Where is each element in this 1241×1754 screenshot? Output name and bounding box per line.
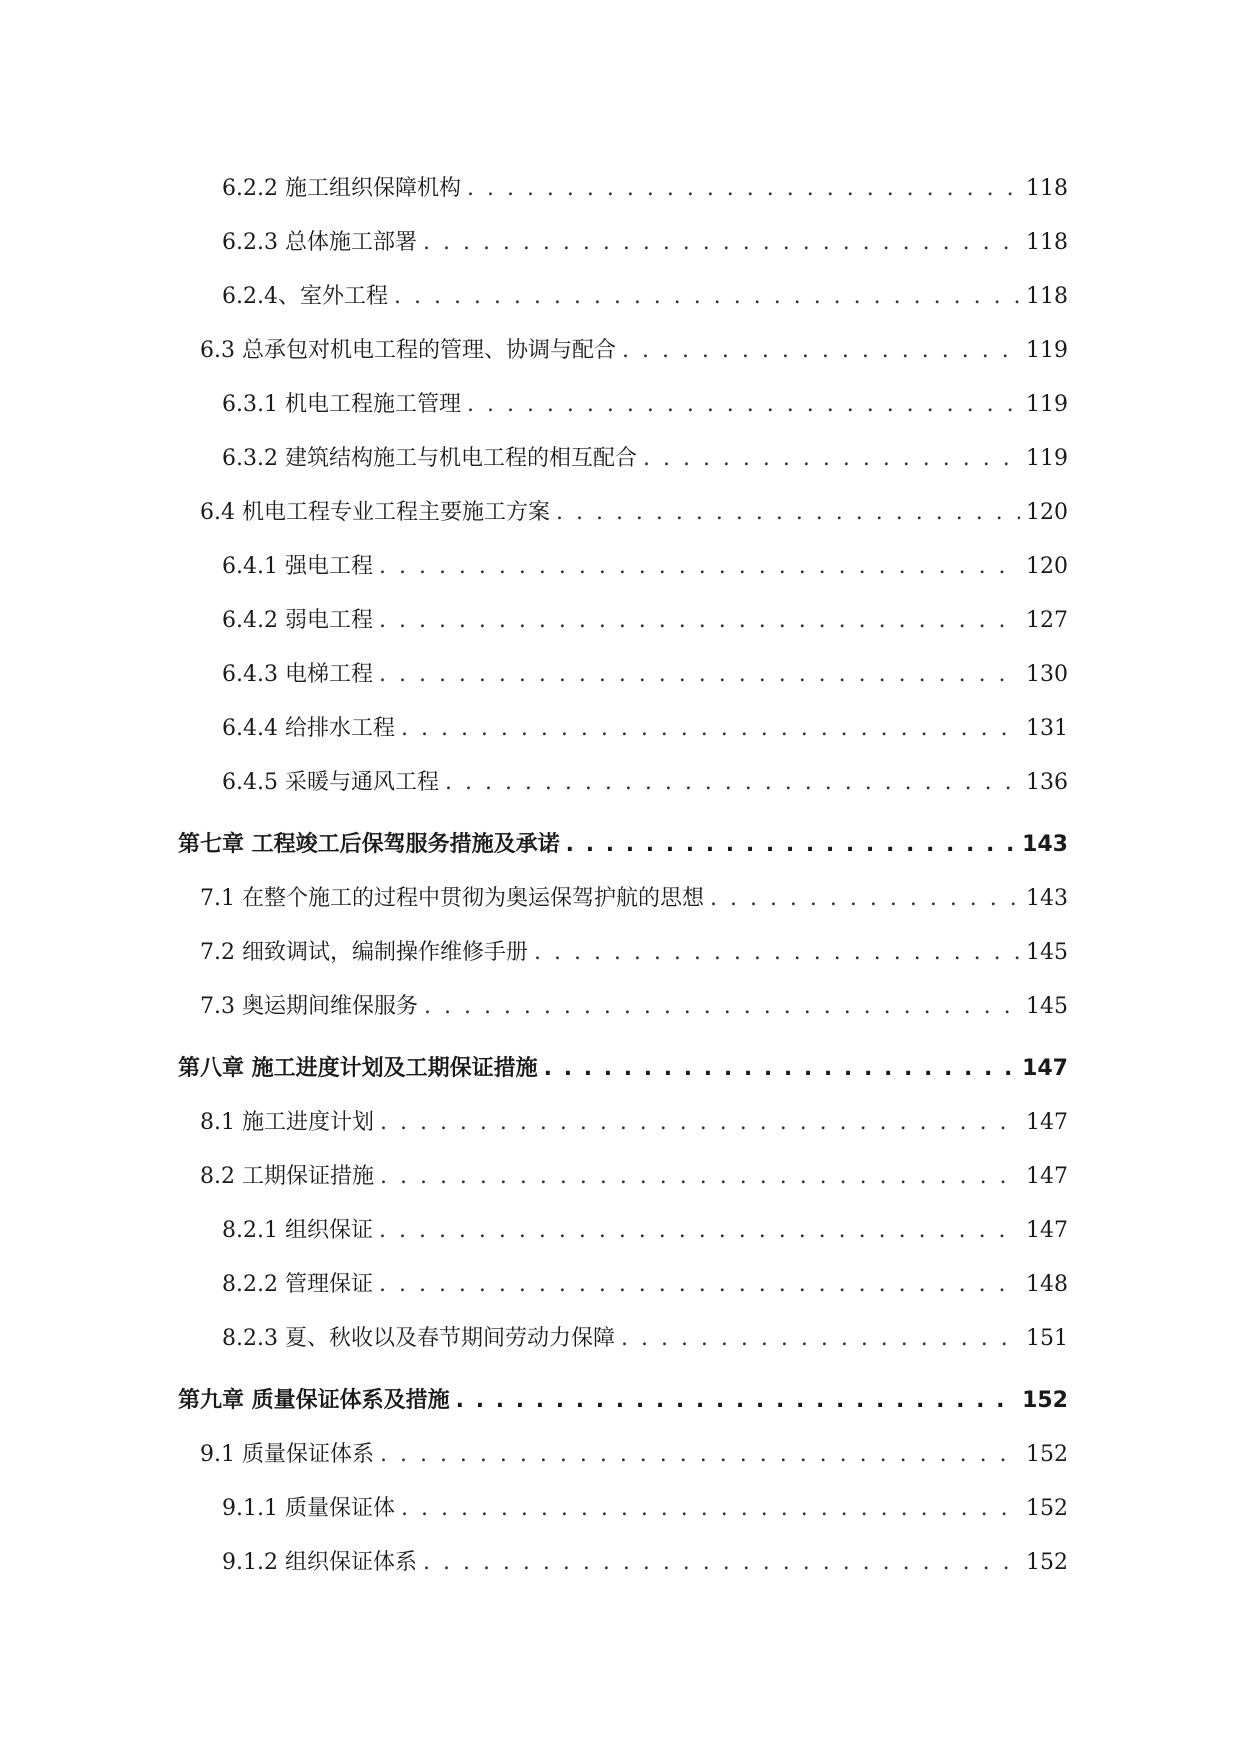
table-of-contents [178, 148, 1068, 1576]
toc-entry-title: 6.4.5 采暖与通风工程 [222, 770, 439, 795]
toc-entry[interactable] [178, 202, 1068, 256]
toc-entry[interactable] [178, 742, 1068, 796]
toc-dot-leader [445, 772, 1020, 796]
toc-entry-title: 6.3 总承包对机电工程的管理、协调与配合 [200, 338, 616, 363]
toc-entry-title: 6.4.1 强电工程 [222, 554, 373, 579]
toc-entry-title: 6.4.3 电梯工程 [222, 662, 373, 687]
toc-page-number: 127 [1026, 608, 1068, 633]
toc-page-number: 151 [1026, 1326, 1068, 1351]
toc-entry[interactable] [178, 256, 1068, 310]
toc-entry-title: 7.1 在整个施工的过程中贯彻为奥运保驾护航的思想 [200, 886, 704, 911]
toc-dot-leader [401, 718, 1020, 742]
toc-entry[interactable] [178, 1522, 1068, 1576]
toc-entry[interactable] [178, 1190, 1068, 1244]
toc-entry-title: 第九章 质量保证体系及措施 [178, 1388, 450, 1413]
toc-dot-leader [379, 556, 1020, 580]
toc-entry-title: 7.2 细致调试，编制操作维修手册 [200, 940, 528, 965]
toc-entry[interactable] [178, 310, 1068, 364]
toc-entry-title: 8.2 工期保证措施 [200, 1164, 374, 1189]
toc-entry-title: 6.2.4、室外工程 [222, 284, 388, 309]
toc-page-number: 152 [1026, 1442, 1068, 1467]
toc-dot-leader [394, 286, 1020, 310]
toc-dot-leader [534, 942, 1020, 966]
toc-dot-leader [380, 1112, 1020, 1136]
toc-entry[interactable] [178, 1136, 1068, 1190]
toc-dot-leader [643, 448, 1020, 472]
toc-page-number: 152 [1026, 1550, 1068, 1575]
toc-entry-title: 7.3 奥运期间维保服务 [200, 994, 418, 1019]
toc-entry[interactable] [178, 966, 1068, 1020]
toc-entry[interactable] [178, 148, 1068, 202]
toc-page-number: 119 [1026, 392, 1068, 417]
toc-page-number: 118 [1026, 230, 1068, 255]
toc-page-number: 119 [1026, 338, 1068, 363]
toc-dot-leader [467, 394, 1020, 418]
toc-entry-title: 9.1 质量保证体系 [200, 1442, 374, 1467]
toc-page-number: 143 [1022, 832, 1068, 857]
toc-page-number: 147 [1026, 1164, 1068, 1189]
toc-entry-title: 8.2.1 组织保证 [222, 1218, 373, 1243]
toc-page-number: 131 [1026, 716, 1068, 741]
toc-dot-leader [544, 1058, 1016, 1082]
toc-dot-leader [379, 610, 1020, 634]
toc-page-number: 152 [1022, 1388, 1068, 1413]
toc-entry-title: 6.4 机电工程专业工程主要施工方案 [200, 500, 550, 525]
toc-dot-leader [710, 888, 1020, 912]
toc-dot-leader [379, 1220, 1020, 1244]
toc-dot-leader [423, 232, 1020, 256]
toc-page-number: 119 [1026, 446, 1068, 471]
toc-entry[interactable] [178, 472, 1068, 526]
toc-entry[interactable] [178, 580, 1068, 634]
toc-dot-leader [423, 1552, 1020, 1576]
toc-dot-leader [424, 996, 1020, 1020]
toc-dot-leader [566, 834, 1016, 858]
toc-entry-title: 6.2.3 总体施工部署 [222, 230, 417, 255]
toc-entry-title: 9.1.2 组织保证体系 [222, 1550, 417, 1575]
toc-entry-title: 6.4.4 给排水工程 [222, 716, 395, 741]
toc-page-number: 130 [1026, 662, 1068, 687]
toc-chapter-entry[interactable] [178, 1020, 1068, 1082]
toc-chapter-entry[interactable] [178, 796, 1068, 858]
toc-entry-title: 6.2.2 施工组织保障机构 [222, 176, 461, 201]
toc-page-number: 147 [1022, 1056, 1068, 1081]
toc-entry-title: 8.2.2 管理保证 [222, 1272, 373, 1297]
toc-page-number: 152 [1026, 1496, 1068, 1521]
toc-dot-leader [556, 502, 1020, 526]
toc-entry-title: 8.1 施工进度计划 [200, 1110, 374, 1135]
toc-dot-leader [621, 1328, 1020, 1352]
toc-chapter-entry[interactable] [178, 1352, 1068, 1414]
toc-page-number: 147 [1026, 1110, 1068, 1135]
toc-dot-leader [380, 1166, 1020, 1190]
toc-dot-leader [379, 1274, 1020, 1298]
toc-entry[interactable] [178, 364, 1068, 418]
toc-page-number: 136 [1026, 770, 1068, 795]
toc-entry[interactable] [178, 1468, 1068, 1522]
toc-dot-leader [380, 1444, 1020, 1468]
toc-entry[interactable] [178, 1082, 1068, 1136]
toc-entry[interactable] [178, 1414, 1068, 1468]
toc-page-number: 120 [1026, 554, 1068, 579]
toc-entry-title: 6.3.1 机电工程施工管理 [222, 392, 461, 417]
toc-entry-title: 第八章 施工进度计划及工期保证措施 [178, 1056, 538, 1081]
toc-entry-title: 9.1.1 质量保证体 [222, 1496, 395, 1521]
toc-entry[interactable] [178, 912, 1068, 966]
toc-entry[interactable] [178, 418, 1068, 472]
toc-page-number: 147 [1026, 1218, 1068, 1243]
toc-entry[interactable] [178, 1244, 1068, 1298]
toc-page-number: 120 [1026, 500, 1068, 525]
toc-entry[interactable] [178, 526, 1068, 580]
toc-page-number: 118 [1026, 284, 1068, 309]
toc-entry[interactable] [178, 858, 1068, 912]
toc-page-number: 145 [1026, 994, 1068, 1019]
toc-page-number: 143 [1026, 886, 1068, 911]
toc-entry-title: 6.4.2 弱电工程 [222, 608, 373, 633]
toc-dot-leader [379, 664, 1020, 688]
toc-entry-title: 第七章 工程竣工后保驾服务措施及承诺 [178, 832, 560, 857]
toc-entry[interactable] [178, 688, 1068, 742]
toc-page-number: 118 [1026, 176, 1068, 201]
toc-entry[interactable] [178, 1298, 1068, 1352]
toc-dot-leader [622, 340, 1020, 364]
toc-entry[interactable] [178, 634, 1068, 688]
toc-dot-leader [456, 1390, 1016, 1414]
toc-page-number: 148 [1026, 1272, 1068, 1297]
toc-dot-leader [467, 178, 1020, 202]
toc-page-number: 145 [1026, 940, 1068, 965]
toc-entry-title: 8.2.3 夏、秋收以及春节期间劳动力保障 [222, 1326, 615, 1351]
toc-dot-leader [401, 1498, 1020, 1522]
toc-entry-title: 6.3.2 建筑结构施工与机电工程的相互配合 [222, 446, 637, 471]
